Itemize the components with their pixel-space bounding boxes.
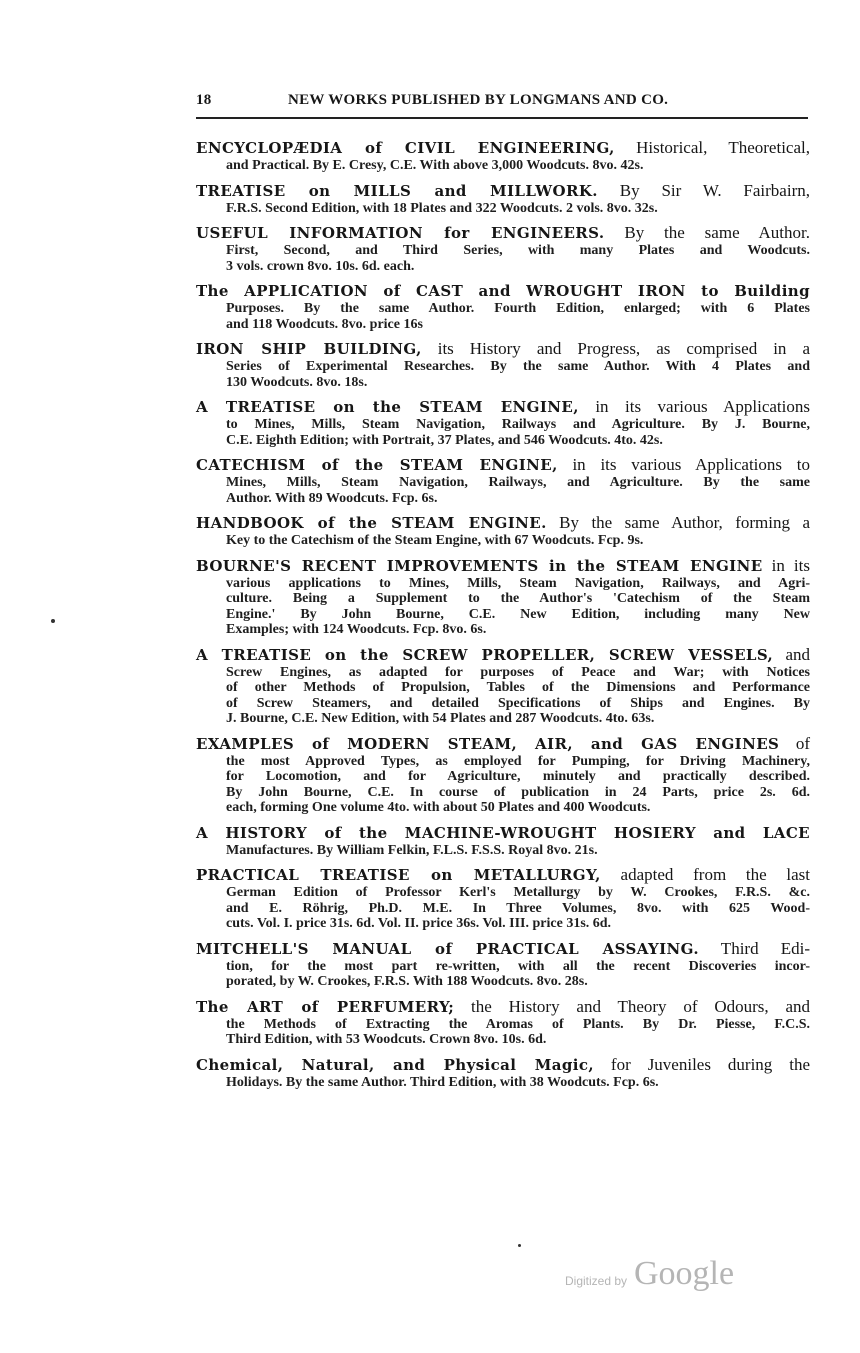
entry-first-line	[196, 397, 810, 417]
entry-description-line: Mines, Mills, Steam Navigation, Railways, and Agriculture. By the same	[226, 475, 810, 490]
entry-description	[196, 843, 810, 859]
entry-title-continuation: By Sir W. Fairbairn,	[597, 180, 810, 200]
entry-title-continuation: By the same Author.	[604, 223, 811, 242]
entry-description-line: Key to the Catechism of the Steam Engine, with 67 Woodcuts. Fcp. 9s.	[226, 533, 644, 548]
entry-title-continuation: By the same Author, forming a	[546, 513, 810, 532]
entry-title: HANDBOOK of the STEAM ENGINE.	[196, 514, 547, 532]
entry-description-line: F.R.S. Second Edition, with 18 Plates and 322 Woodcuts. 2 vols. 8vo. 32s.	[226, 200, 658, 216]
entry-description-line: J. Bourne, C.E. New Edition, with 54 Plates and 287 Woodcuts. 4to. 63s.	[226, 711, 655, 726]
catalogue-entry	[196, 865, 810, 932]
entry-first-line	[196, 734, 810, 754]
entry-description-line: of Screw Steamers, and detailed Specifications of Ships and Engines. By	[226, 695, 810, 711]
catalogue-entries	[196, 138, 810, 1097]
entry-description	[196, 533, 810, 549]
entry-first-line	[196, 339, 810, 359]
entry-description	[196, 754, 810, 816]
entry-description-line: Holidays. By the same Author. Third Edition, with 38 Woodcuts. Fcp. 6s.	[226, 1074, 659, 1090]
entry-description	[196, 1017, 810, 1048]
entry-title: The APPLICATION of CAST and WROUGHT IRON to Building	[196, 282, 810, 300]
entry-title-continuation: in its various Applications	[578, 397, 810, 416]
entry-title: TREATISE on MILLS and MILLWORK.	[196, 181, 598, 200]
entry-first-line	[196, 181, 810, 201]
catalogue-entry	[196, 1055, 810, 1091]
entry-description-line: Manufactures. By William Felkin, F.L.S. F.S.S. Royal 8vo. 21s.	[226, 842, 598, 858]
entry-title: IRON SHIP BUILDING,	[196, 340, 422, 358]
entry-description	[196, 959, 810, 990]
entry-description	[196, 576, 810, 638]
entry-description-line: and E. Röhrig, Ph.D. M.E. In Three Volumes, 8vo. with 625 Wood-	[226, 900, 810, 916]
entry-title-continuation: of	[779, 733, 810, 753]
google-logo: Google	[634, 1255, 735, 1292]
entry-description	[196, 301, 810, 332]
entry-description-line: 130 Woodcuts. 8vo. 18s.	[226, 374, 368, 390]
entry-first-line	[196, 138, 810, 158]
entry-title: ENCYCLOPÆDIA of CIVIL ENGINEERING,	[196, 139, 615, 157]
catalogue-entry	[196, 339, 810, 390]
entry-first-line	[196, 645, 810, 665]
catalogue-entry	[196, 181, 810, 217]
entry-description-line: 3 vols. crown 8vo. 10s. 6d. each.	[226, 258, 415, 274]
entry-description-line: First, Second, and Third Series, with many Plates and Woodcuts.	[226, 243, 810, 258]
entry-description-line: the most Approved Types, as employed for Pumping, for Driving Machinery,	[226, 753, 810, 769]
catalogue-entry	[196, 645, 810, 727]
entry-description	[196, 243, 810, 274]
entry-title-continuation: and	[773, 644, 810, 664]
entry-description-line: for Locomotion, and for Agriculture, minutely and practically described.	[226, 769, 810, 784]
entry-title: CATECHISM of the STEAM ENGINE,	[196, 456, 558, 474]
entry-title-continuation: in its various Applications to	[557, 455, 810, 474]
entry-description	[196, 417, 810, 448]
entry-description	[196, 475, 810, 506]
entry-description-line: porated, by W. Crookes, F.R.S. With 188 Woodcuts. 8vo. 28s.	[226, 974, 588, 989]
entry-description-line: Author. With 89 Woodcuts. Fcp. 6s.	[226, 490, 438, 506]
entry-title: PRACTICAL TREATISE on METALLURGY,	[196, 866, 601, 884]
entry-description-line: Screw Engines, as adapted for purposes of Peace and War; with Notices	[226, 664, 810, 680]
entry-first-line	[196, 1055, 810, 1075]
entry-title: A TREATISE on the SCREW PROPELLER, SCREW VESSELS,	[196, 645, 774, 664]
entry-description-line: various applications to Mines, Mills, Steam Navigation, Railways, and Agri-	[226, 575, 810, 591]
header-rule	[196, 117, 808, 119]
entry-description-line: C.E. Eighth Edition; with Portrait, 37 Plates, and 546 Woodcuts. 4to. 42s.	[226, 432, 663, 448]
catalogue-entry	[196, 455, 810, 506]
entry-description	[196, 1075, 810, 1091]
entry-description-line: of other Methods of Propulsion, Tables of the Dimensions and Performance	[226, 680, 810, 695]
entry-title: A HISTORY of the MACHINE-WROUGHT HOSIERY and LACE	[196, 823, 810, 842]
entry-description-line: culture. Being a Supplement to the Author's 'Catechism of the Steam	[226, 591, 810, 606]
entry-description-line: Engine.' By John Bourne, C.E. New Edition, including many New	[226, 606, 810, 622]
entry-title: A TREATISE on the STEAM ENGINE,	[196, 398, 579, 416]
entry-description-line: the Methods of Extracting the Aromas of Plants. By Dr. Piesse, F.C.S.	[226, 1016, 810, 1032]
entry-first-line	[196, 997, 810, 1017]
entry-description	[196, 885, 810, 932]
stray-mark	[51, 619, 55, 623]
entry-title-continuation: for Juveniles during the	[593, 1054, 811, 1074]
entry-description	[196, 201, 810, 217]
entry-description-line: and 118 Woodcuts. 8vo. price 16s	[226, 316, 423, 332]
entry-description-line: German Edition of Professor Kerl's Metallurgy by W. Crookes, F.R.S. &c.	[226, 885, 810, 900]
entry-first-line	[196, 823, 810, 843]
entry-title: BOURNE'S RECENT IMPROVEMENTS in the STEAM ENGINE	[196, 556, 763, 575]
entry-first-line	[196, 513, 810, 533]
catalogue-entry	[196, 556, 810, 638]
entry-description-line: tion, for the most part re-written, with all the recent Discoveries incor-	[226, 958, 810, 974]
catalogue-entry	[196, 223, 810, 274]
entry-title: EXAMPLES of MODERN STEAM, AIR, and GAS ENGINES	[196, 734, 780, 753]
catalogue-entry	[196, 823, 810, 859]
entry-first-line	[196, 455, 810, 475]
entry-first-line	[196, 939, 810, 959]
entry-description-line: Purposes. By the same Author. Fourth Edition, enlarged; with 6 Plates	[226, 301, 810, 316]
entry-description	[196, 359, 810, 390]
entry-title-continuation: Historical, Theoretical,	[614, 138, 810, 157]
entry-description-line: Examples; with 124 Woodcuts. Fcp. 8vo. 6s.	[226, 622, 487, 637]
watermark-prefix: Digitized by	[565, 1274, 628, 1288]
entry-description-line: Series of Experimental Researches. By the same Author. With 4 Plates and	[226, 359, 810, 374]
catalogue-entry	[196, 513, 810, 549]
catalogue-entry	[196, 138, 810, 174]
entry-description-line: By John Bourne, C.E. In course of publication in 24 Parts, price 2s. 6d.	[226, 784, 810, 800]
entry-first-line	[196, 223, 810, 243]
running-title: NEW WORKS PUBLISHED BY LONGMANS AND CO.	[288, 92, 669, 108]
entry-description-line: to Mines, Mills, Steam Navigation, Railways and Agriculture. By J. Bourne,	[226, 417, 810, 432]
entry-title: USEFUL INFORMATION for ENGINEERS.	[196, 224, 605, 242]
entry-first-line	[196, 556, 810, 576]
stray-mark	[518, 1244, 521, 1247]
catalogue-entry	[196, 997, 810, 1048]
entry-description-line: and Practical. By E. Cresy, C.E. With above 3,000 Woodcuts. 8vo. 42s.	[226, 158, 644, 173]
catalogue-entry	[196, 397, 810, 448]
page-number: 18	[196, 92, 212, 108]
entry-title-continuation: its History and Progress, as comprised in a	[421, 339, 810, 358]
entry-title-continuation: the History and Theory of Odours, and	[454, 996, 811, 1016]
entry-description-line: Third Edition, with 53 Woodcuts. Crown 8vo. 10s. 6d.	[226, 1032, 547, 1047]
entry-description	[196, 158, 810, 174]
entry-description-line: cuts. Vol. I. price 31s. 6d. Vol. II. price 36s. Vol. III. price 31s. 6d.	[226, 916, 612, 931]
entry-first-line	[196, 865, 810, 885]
entry-title: MITCHELL'S MANUAL of PRACTICAL ASSAYING.	[196, 939, 699, 958]
entry-title: Chemical, Natural, and Physical Magic,	[196, 1055, 594, 1074]
entry-title-continuation: in its	[762, 555, 810, 575]
entry-first-line	[196, 281, 810, 301]
digitized-watermark	[565, 1255, 745, 1295]
entry-title-continuation: adapted from the last	[600, 865, 811, 884]
running-header	[196, 92, 808, 114]
entry-title-continuation: Third Edi-	[698, 938, 810, 958]
catalogue-entry	[196, 281, 810, 332]
catalogue-entry	[196, 734, 810, 816]
catalogue-entry	[196, 939, 810, 990]
entry-description	[196, 665, 810, 727]
entry-title: The ART of PERFUMERY;	[196, 997, 455, 1016]
entry-description-line: each, forming One volume 4to. with about 50 Plates and 400 Woodcuts.	[226, 800, 651, 815]
